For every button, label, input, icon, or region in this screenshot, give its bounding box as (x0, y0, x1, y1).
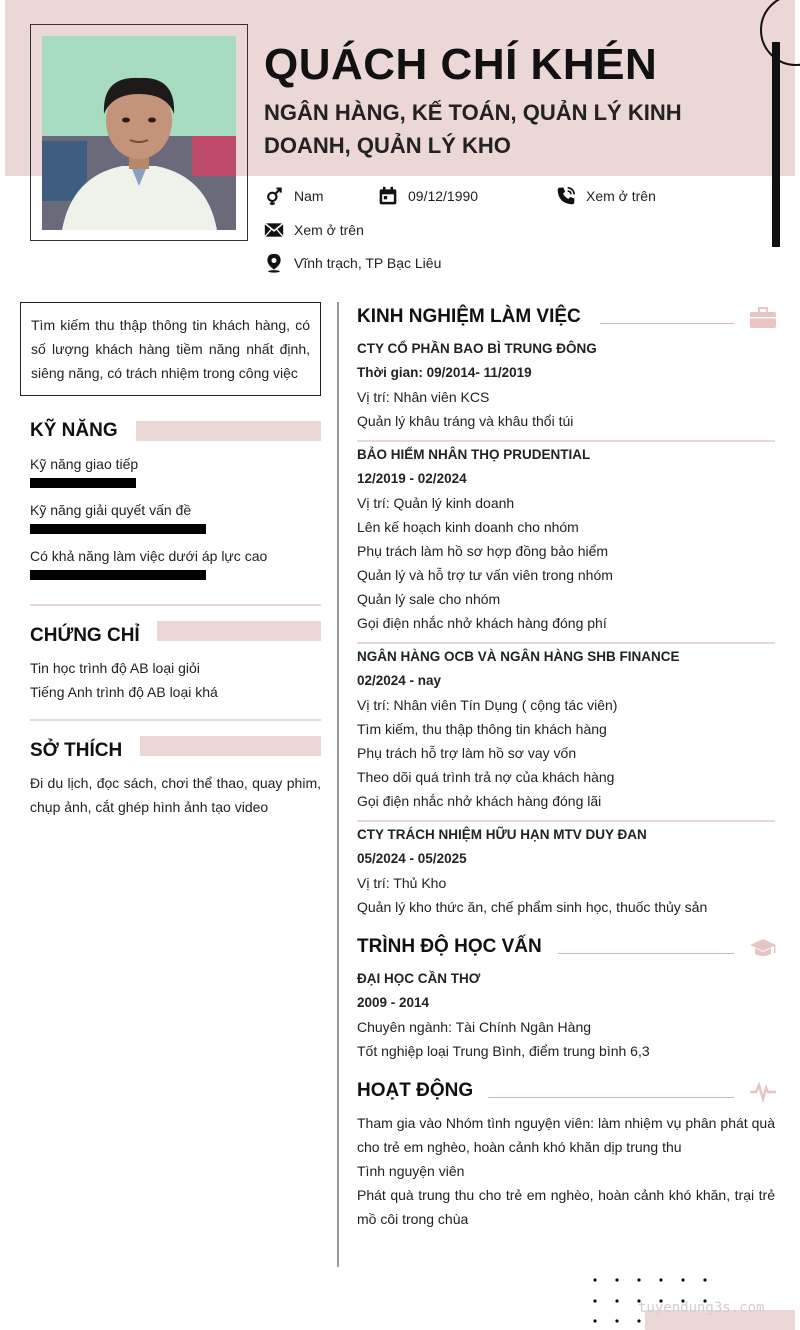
section-divider (30, 719, 321, 721)
skill-label: Kỹ năng giao tiếp (30, 456, 139, 472)
decorative-vertical-bar (772, 42, 780, 247)
skill-level-bar (30, 524, 206, 534)
skill-level-bar (30, 570, 206, 580)
activity-item: Phát quà trung thu cho trẻ em nghèo, hoàn cảnh khó khăn, trại trẻ mồ côi trong chùa (357, 1187, 775, 1227)
location-pin-icon (264, 253, 284, 273)
job-divider (357, 440, 775, 442)
job-detail: Vị trí: Thủ Kho (357, 875, 447, 891)
company-name: NGÂN HÀNG OCB VÀ NGÂN HÀNG SHB FINANCE (357, 649, 680, 664)
school-name: ĐẠI HỌC CẦN THƠ (357, 971, 481, 986)
education-period: 2009 - 2014 (357, 995, 430, 1010)
mail-icon (264, 220, 284, 240)
phone-icon (556, 186, 576, 206)
skill-label: Có khả năng làm việc dưới áp lực cao (30, 548, 268, 564)
certificate-item: Tin học trình độ AB loại giỏi (30, 660, 200, 676)
company-name: CTY CỔ PHẦN BAO BÌ TRUNG ĐÔNG (357, 341, 597, 356)
gender-info (264, 186, 324, 206)
job-title: NGÂN HÀNG, KẾ TOÁN, QUẢN LÝ KINH DOANH, QUẢN LÝ KHO (264, 100, 682, 158)
phone-text: Xem ở trên (586, 188, 656, 204)
pulse-icon (749, 1081, 777, 1103)
career-objective: Tìm kiếm thu thập thông tin khách hàng, có số lượng khách hàng tiềm năng nhất định, siêng năng, có trách nhiệm trong công việc (20, 302, 321, 396)
birthday-text: 09/12/1990 (408, 188, 479, 204)
job-divider (357, 642, 775, 644)
birthday-info (378, 186, 478, 206)
certificate-item: Tiếng Anh trình độ AB loại khá (30, 684, 218, 700)
job-detail: Vị trí: Nhân viên Tín Dụng ( cộng tác viên) (357, 697, 618, 713)
job-detail: Quản lý kho thức ăn, chế phẩm sinh học, thuốc thủy sản (357, 899, 708, 915)
job-detail: Vị trí: Quản lý kinh doanh (357, 495, 515, 511)
job-detail: Gọi điện nhắc nhở khách hàng đóng lãi (357, 793, 602, 809)
certificates-heading: CHỨNG CHỈ (30, 625, 140, 646)
job-detail: Quản lý sale cho nhóm (357, 591, 501, 607)
address-text: Vĩnh trạch, TP Bạc Liêu (294, 255, 442, 271)
skills-heading: KỸ NĂNG (30, 420, 118, 441)
hobbies-heading-bar (140, 736, 321, 756)
hobbies-text: Đi du lịch, đọc sách, chơi thể thao, quay phim, chụp ảnh, cắt ghép hình ảnh tạo video (30, 775, 321, 815)
heading-line (488, 1097, 734, 1098)
activity-item: Tham gia vào Nhóm tình nguyện viên: làm nhiệm vụ phân phát quà cho trẻ em nghèo, hoàn cảnh khó khăn dịp trung thu (357, 1115, 775, 1155)
job-detail: Theo dõi quá trình trả nợ của khách hàng (357, 769, 615, 785)
candidate-name: QUÁCH CHÍ KHÉN (264, 40, 658, 89)
email-text: Xem ở trên (294, 222, 364, 238)
calendar-icon (378, 186, 398, 206)
job-detail: Tìm kiếm, thu thập thông tin khách hàng (357, 721, 607, 737)
section-divider (30, 604, 321, 606)
job-period: 05/2024 - 05/2025 (357, 851, 467, 866)
column-divider (337, 302, 339, 1267)
job-period: Thời gian: 09/2014- 11/2019 (357, 365, 532, 380)
job-detail: Gọi điện nhắc nhở khách hàng đóng phí (357, 615, 607, 631)
education-detail: Chuyên ngành: Tài Chính Ngân Hàng (357, 1019, 592, 1035)
address-info (264, 253, 441, 273)
activity-item: Tình nguyện viên (357, 1163, 465, 1179)
activities-heading: HOẠT ĐỘNG (357, 1080, 474, 1101)
job-detail: Quản lý khâu tráng và khâu thổi túi (357, 413, 574, 429)
gender-icon (264, 186, 284, 206)
heading-line (558, 953, 734, 954)
phone-info (556, 186, 656, 206)
job-detail: Quản lý và hỗ trợ tư vấn viên trong nhóm (357, 567, 613, 583)
profile-photo (42, 36, 236, 230)
job-detail: Lên kế hoạch kinh doanh cho nhóm (357, 519, 579, 535)
gender-text: Nam (294, 188, 324, 204)
job-detail: Phụ trách hỗ trợ làm hồ sơ vay vốn (357, 745, 577, 761)
skill-label: Kỹ năng giải quyết vấn đề (30, 502, 192, 518)
graduation-cap-icon (749, 937, 777, 959)
job-period: 12/2019 - 02/2024 (357, 471, 467, 486)
education-heading: TRÌNH ĐỘ HỌC VẤN (357, 936, 542, 957)
skills-heading-bar (136, 421, 321, 441)
hobbies-heading: SỞ THÍCH (30, 740, 123, 761)
watermark: tuyendung3s.com (638, 1300, 765, 1316)
job-period: 02/2024 - nay (357, 673, 442, 688)
email-info (264, 220, 364, 240)
job-detail: Vị trí: Nhân viên KCS (357, 389, 490, 405)
certificates-heading-bar (157, 621, 321, 641)
job-detail: Phụ trách làm hồ sơ hợp đồng bảo hiểm (357, 543, 609, 559)
heading-line (600, 323, 734, 324)
education-detail: Tốt nghiệp loại Trung Bình, điểm trung bình 6,3 (357, 1043, 650, 1059)
briefcase-icon (749, 307, 777, 329)
company-name: CTY TRÁCH NHIỆM HỮU HẠN MTV DUY ĐAN (357, 827, 647, 842)
skill-level-bar (30, 478, 136, 488)
experience-heading: KINH NGHIỆM LÀM VIỆC (357, 306, 581, 327)
job-divider (357, 820, 775, 822)
company-name: BẢO HIỂM NHÂN THỌ PRUDENTIAL (357, 447, 591, 462)
